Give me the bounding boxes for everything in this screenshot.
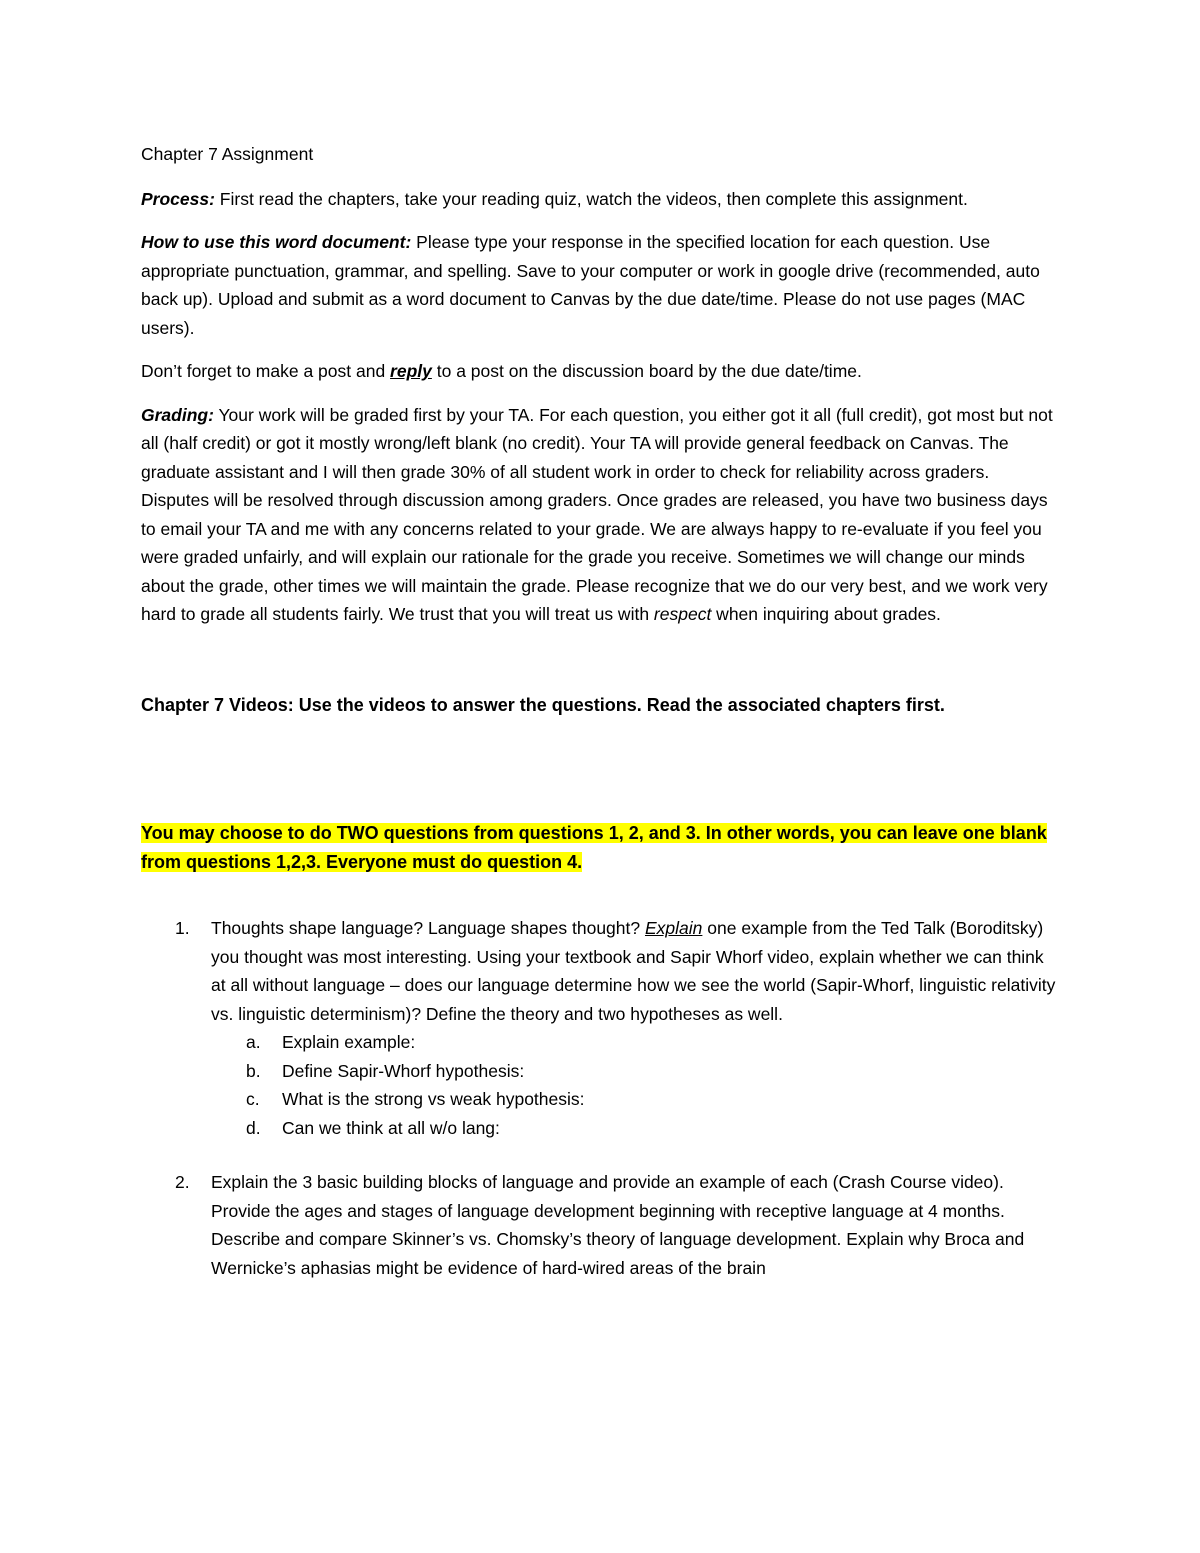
videos-heading: Chapter 7 Videos: Use the videos to answer the questions. Read the associated chapters first. (141, 694, 945, 715)
grading-text-after: when inquiring about grades. (711, 604, 941, 624)
question-1-sub-list (211, 1028, 1061, 1142)
process-paragraph (141, 185, 1061, 214)
question-list (141, 914, 1061, 1282)
reminder-paragraph (141, 357, 1061, 386)
sub-item-text: Explain example: (282, 1032, 416, 1052)
how-to-label: How to use this word document: (141, 232, 412, 252)
question-1-sub-item (141, 1028, 1061, 1057)
question-1-emphasis: Explain (644, 918, 703, 938)
grading-emphasis: respect (653, 604, 712, 624)
sub-item-text: What is the strong vs weak hypothesis: (282, 1089, 585, 1109)
grading-text-before: Your work will be graded first by your TA. For each question, you either got it all (full credit), got most but not all (half credit) or got it mostly wrong/left blank (no credit). Your TA will provide general feedback on Canvas. The graduate assistant and I will then grade 30% of all student work in order to check for reliability across graders. Disputes will be resolved through discussion among graders. Once grades are released, you have two business days to email your TA and me with any concerns related to your grade. We are always happy to re-evaluate if you feel you were graded unfairly, and will explain our rationale for the grade you receive. Sometimes we will change our minds about the grade, other times we will maintain the grade. Please recognize that we do our very best, and we work very hard to grade all students fairly. We trust that you will treat us with (141, 404, 1053, 624)
question-1-number: 1. (175, 918, 190, 938)
sub-item-letter: b. (246, 1060, 261, 1081)
question-2-text: Explain the 3 basic building blocks of language and provide an example of each (Crash Course video). Provide the ages and stages of language development beginning with receptive language at 4 months. Describe and compare Skinner’s vs. Chomsky’s theory of language development. Explain why Broca and Wernicke’s aphasias might be evidence of hard-wired areas of the brain (211, 1172, 1025, 1278)
sub-item-letter: c. (246, 1089, 260, 1109)
how-to-paragraph (141, 228, 1061, 342)
grading-paragraph (141, 401, 1061, 629)
how-to-text: Please type your response in the specified location for each question. Use appropriate punctuation, grammar, and spelling. Save to your computer or work in google drive (recommended, auto back up). Upload and submit as a word document to Canvas by the due date/time. Please do not use pages (MAC users). (141, 232, 1040, 338)
sub-item-letter: a. (246, 1032, 261, 1052)
sub-item-text: Can we think at all w/o lang: (282, 1117, 500, 1138)
sub-item-letter: d. (246, 1117, 261, 1138)
process-label: Process: (141, 188, 215, 209)
reminder-text-after: to a post on the discussion board by the due date/time. (431, 361, 862, 381)
question-1 (141, 914, 1061, 1142)
reminder-emphasis: reply (390, 361, 432, 381)
choice-note-highlight: You may choose to do TWO questions from questions 1, 2, and 3. In other words, you can leave one blank from questions 1,2,3. Everyone must do question 4. (141, 823, 1047, 872)
choice-note (141, 819, 1061, 876)
question-2 (141, 1168, 1061, 1282)
grading-label: Grading: (141, 404, 214, 425)
reminder-text-before: Don’t forget to make a post and (141, 361, 391, 381)
sub-item-text: Define Sapir-Whorf hypothesis: (282, 1060, 525, 1081)
question-1-text-before: Thoughts shape language? Language shapes thought? (211, 918, 645, 938)
document-title: Chapter 7 Assignment (141, 144, 314, 164)
question-1-text-after: one example from the Ted Talk (Boroditsky) you thought was most interesting. Using your textbook and Sapir Whorf video, explain whether we can think at all without language – does our language determine how we see the world (Sapir-Whorf, linguistic relativity vs. linguistic determinism)? Define the theory and two hypotheses as well. (211, 918, 1056, 1024)
document-page (141, 140, 1061, 1308)
question-2-number: 2. (175, 1172, 190, 1192)
question-1-sub-item (141, 1057, 1061, 1086)
process-text: First read the chapters, take your reading quiz, watch the videos, then complete this assignment. (214, 188, 968, 209)
question-1-sub-item (141, 1085, 1061, 1114)
question-1-sub-item (141, 1114, 1061, 1143)
